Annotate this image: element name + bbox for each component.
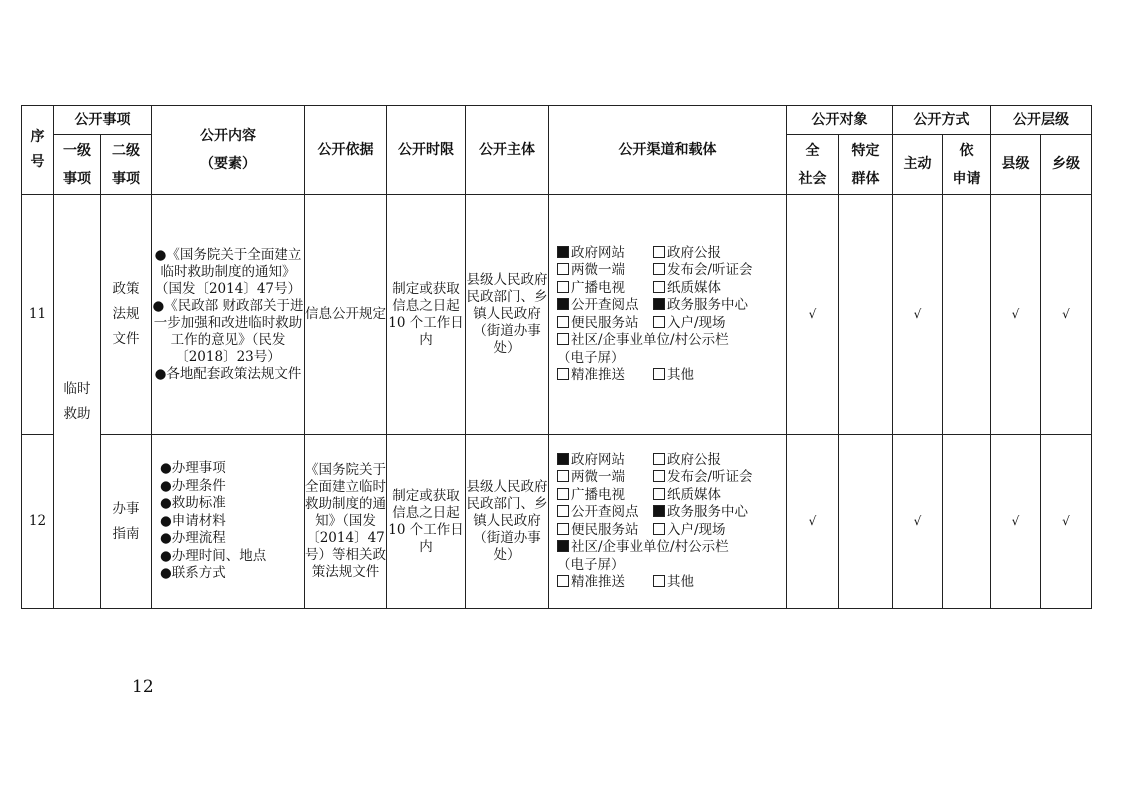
- channel-label: 公开查阅点: [571, 297, 639, 313]
- channel-item: [557, 280, 653, 298]
- channel-label: 纸质媒体: [667, 486, 721, 503]
- unchecked-box-icon: [557, 505, 569, 517]
- channel-line: [557, 452, 786, 470]
- row-seq: 12: [22, 435, 54, 609]
- unchecked-box-icon: [557, 523, 569, 535]
- header-level-county: 县级: [991, 135, 1041, 195]
- unchecked-box-icon: [653, 488, 665, 500]
- row-time-limit: 制定或获取信息之日起 10 个工作日内: [387, 435, 466, 609]
- unchecked-box-icon: [653, 316, 665, 328]
- channel-label: 政府公报: [667, 451, 721, 468]
- unchecked-box-icon: [557, 281, 569, 293]
- channel-item: [653, 245, 721, 263]
- channel-item: [653, 262, 753, 280]
- channel-label: 便民服务站: [571, 521, 639, 538]
- channel-item: [557, 574, 653, 592]
- header-method-apply: 依 申请: [943, 135, 991, 195]
- channel-label: 精准推送: [571, 574, 625, 590]
- channel-label: 入户/现场: [667, 314, 726, 331]
- channel-label: 发布会/听证会: [667, 262, 753, 278]
- channel-label: （电子屏）: [557, 556, 625, 573]
- channel-item: [557, 504, 653, 522]
- checked-box-icon: [557, 298, 569, 310]
- row-object-all: √: [787, 435, 839, 609]
- channel-item: [653, 280, 721, 298]
- channel-line: [557, 522, 786, 540]
- channel-line: [557, 504, 786, 522]
- unchecked-box-icon: [653, 368, 665, 380]
- channel-line: [557, 262, 786, 280]
- channel-line: [557, 245, 786, 263]
- checked-box-icon: [557, 540, 569, 552]
- row-content: ●办理事项 ●办理条件 ●救助标准 ●申请材料 ●办理流程 ●办理时间、地点 ●联系方式: [152, 435, 305, 609]
- channel-label: 政务服务中心: [667, 504, 748, 520]
- channel-label: 广播电视: [571, 486, 625, 503]
- channel-label: 公开查阅点: [571, 504, 639, 520]
- unchecked-box-icon: [653, 523, 665, 535]
- header-object-special: 特定 群体: [839, 135, 893, 195]
- unchecked-box-icon: [557, 263, 569, 275]
- channel-item: [653, 487, 721, 505]
- unchecked-box-icon: [557, 488, 569, 500]
- row-object-special: [839, 435, 893, 609]
- channel-label: 纸质媒体: [667, 279, 721, 296]
- row-level-town: √: [1041, 195, 1092, 435]
- row-time-limit: 制定或获取信息之日起 10 个工作日内: [387, 195, 466, 435]
- channel-item: [653, 452, 721, 470]
- channel-line: [557, 469, 786, 487]
- unchecked-box-icon: [557, 575, 569, 587]
- row-level-county: √: [991, 435, 1041, 609]
- channel-label: 政府网站: [571, 244, 625, 261]
- channel-line: [557, 350, 786, 368]
- channel-item: [653, 367, 694, 385]
- unchecked-box-icon: [653, 281, 665, 293]
- channel-label: 其他: [667, 367, 694, 383]
- header-object: 公开对象: [787, 106, 893, 135]
- channel-label: 广播电视: [571, 279, 625, 296]
- page-number: 12: [132, 677, 154, 697]
- channel-label: 发布会/听证会: [667, 469, 753, 485]
- header-level-town: 乡级: [1041, 135, 1092, 195]
- row-object-special: [839, 195, 893, 435]
- unchecked-box-icon: [653, 246, 665, 258]
- row-object-all: √: [787, 195, 839, 435]
- channel-item: [653, 297, 748, 315]
- unchecked-box-icon: [653, 575, 665, 587]
- channel-item: [557, 469, 653, 487]
- channel-label: 入户/现场: [667, 521, 726, 538]
- channel-line: [557, 280, 786, 298]
- table-row: [22, 435, 1092, 609]
- channel-label: 精准推送: [571, 367, 625, 383]
- disclosure-table: [21, 105, 1092, 609]
- row-basis: 《国务院关于全面建立临时救助制度的通知》（国发〔2014〕47号）等相关政策法规文件: [305, 435, 387, 609]
- channel-item: [653, 504, 748, 522]
- header-object-all: 全 社会: [787, 135, 839, 195]
- unchecked-box-icon: [557, 333, 569, 345]
- level1-item: 临时 救助: [54, 195, 101, 609]
- channel-item: [557, 522, 653, 540]
- table-row: [22, 195, 1092, 435]
- row-level-town: √: [1041, 435, 1092, 609]
- row-method-active: √: [893, 435, 943, 609]
- row-seq: 11: [22, 195, 54, 435]
- header-level1: 一级 事项: [54, 135, 101, 195]
- row-subject: 县级人民政府民政部门、乡镇人民政府（街道办事处）: [466, 195, 549, 435]
- unchecked-box-icon: [557, 470, 569, 482]
- channel-line: [557, 315, 786, 333]
- row-level-county: √: [991, 195, 1041, 435]
- channel-label: 其他: [667, 574, 694, 590]
- header-basis: 公开依据: [305, 106, 387, 195]
- channel-item: [557, 539, 729, 557]
- unchecked-box-icon: [653, 263, 665, 275]
- header-content: 公开内容 （要素）: [152, 106, 305, 195]
- checked-box-icon: [653, 298, 665, 310]
- channel-line: [557, 574, 786, 592]
- checked-box-icon: [653, 505, 665, 517]
- channel-item: [557, 487, 653, 505]
- channel-item: [653, 315, 726, 333]
- row-level2: 政策 法规 文件: [101, 195, 152, 435]
- row-method-active: √: [893, 195, 943, 435]
- channel-item: [557, 557, 625, 575]
- channel-item: [557, 367, 653, 385]
- channel-label: （电子屏）: [557, 349, 625, 366]
- channel-line: [557, 539, 786, 557]
- channel-item: [557, 332, 729, 350]
- channel-item: [653, 469, 753, 487]
- channel-line: [557, 557, 786, 575]
- header-method: 公开方式: [893, 106, 991, 135]
- unchecked-box-icon: [557, 316, 569, 328]
- header-time-limit: 公开时限: [387, 106, 466, 195]
- channel-item: [653, 574, 694, 592]
- header-method-active: 主动: [893, 135, 943, 195]
- row-level2: 办事 指南: [101, 435, 152, 609]
- channel-label: 政务服务中心: [667, 297, 748, 313]
- unchecked-box-icon: [653, 453, 665, 465]
- channel-line: [557, 332, 786, 350]
- header-matter: 公开事项: [54, 106, 152, 135]
- row-subject: 县级人民政府民政部门、乡镇人民政府（街道办事处）: [466, 435, 549, 609]
- channel-item: [653, 522, 726, 540]
- channel-label: 两微一端: [571, 262, 625, 278]
- channel-item: [557, 315, 653, 333]
- row-channels: [549, 435, 787, 609]
- row-content: ●《国务院关于全面建立临时救助制度的通知》（国发〔2014〕47号） ●《民政部 财政部关于进一步加强和改进临时救助工作的意见》（民发〔2018〕23号） ●各地配套政策法规文件: [152, 195, 305, 435]
- header-channel: 公开渠道和载体: [549, 106, 787, 195]
- row-channels: [549, 195, 787, 435]
- channel-item: [557, 350, 625, 368]
- header-level2: 二级 事项: [101, 135, 152, 195]
- channel-label: 两微一端: [571, 469, 625, 485]
- channel-label: 便民服务站: [571, 314, 639, 331]
- channel-item: [557, 245, 653, 263]
- channel-line: [557, 297, 786, 315]
- channel-item: [557, 452, 653, 470]
- header-subject: 公开主体: [466, 106, 549, 195]
- channel-label: 政府公报: [667, 244, 721, 261]
- checked-box-icon: [557, 453, 569, 465]
- channel-label: 社区/企事业单位/村公示栏: [571, 539, 729, 555]
- channel-item: [557, 262, 653, 280]
- channel-label: 社区/企事业单位/村公示栏: [571, 332, 729, 348]
- header-level: 公开层级: [991, 106, 1092, 135]
- unchecked-box-icon: [653, 470, 665, 482]
- channel-label: 政府网站: [571, 451, 625, 468]
- checked-box-icon: [557, 246, 569, 258]
- header-seq: 序 号: [22, 106, 54, 195]
- row-method-apply: [943, 195, 991, 435]
- row-basis: 信息公开规定: [305, 195, 387, 435]
- channel-item: [557, 297, 653, 315]
- unchecked-box-icon: [557, 368, 569, 380]
- row-method-apply: [943, 435, 991, 609]
- channel-line: [557, 487, 786, 505]
- header-row-1: [22, 106, 1092, 135]
- channel-line: [557, 367, 786, 385]
